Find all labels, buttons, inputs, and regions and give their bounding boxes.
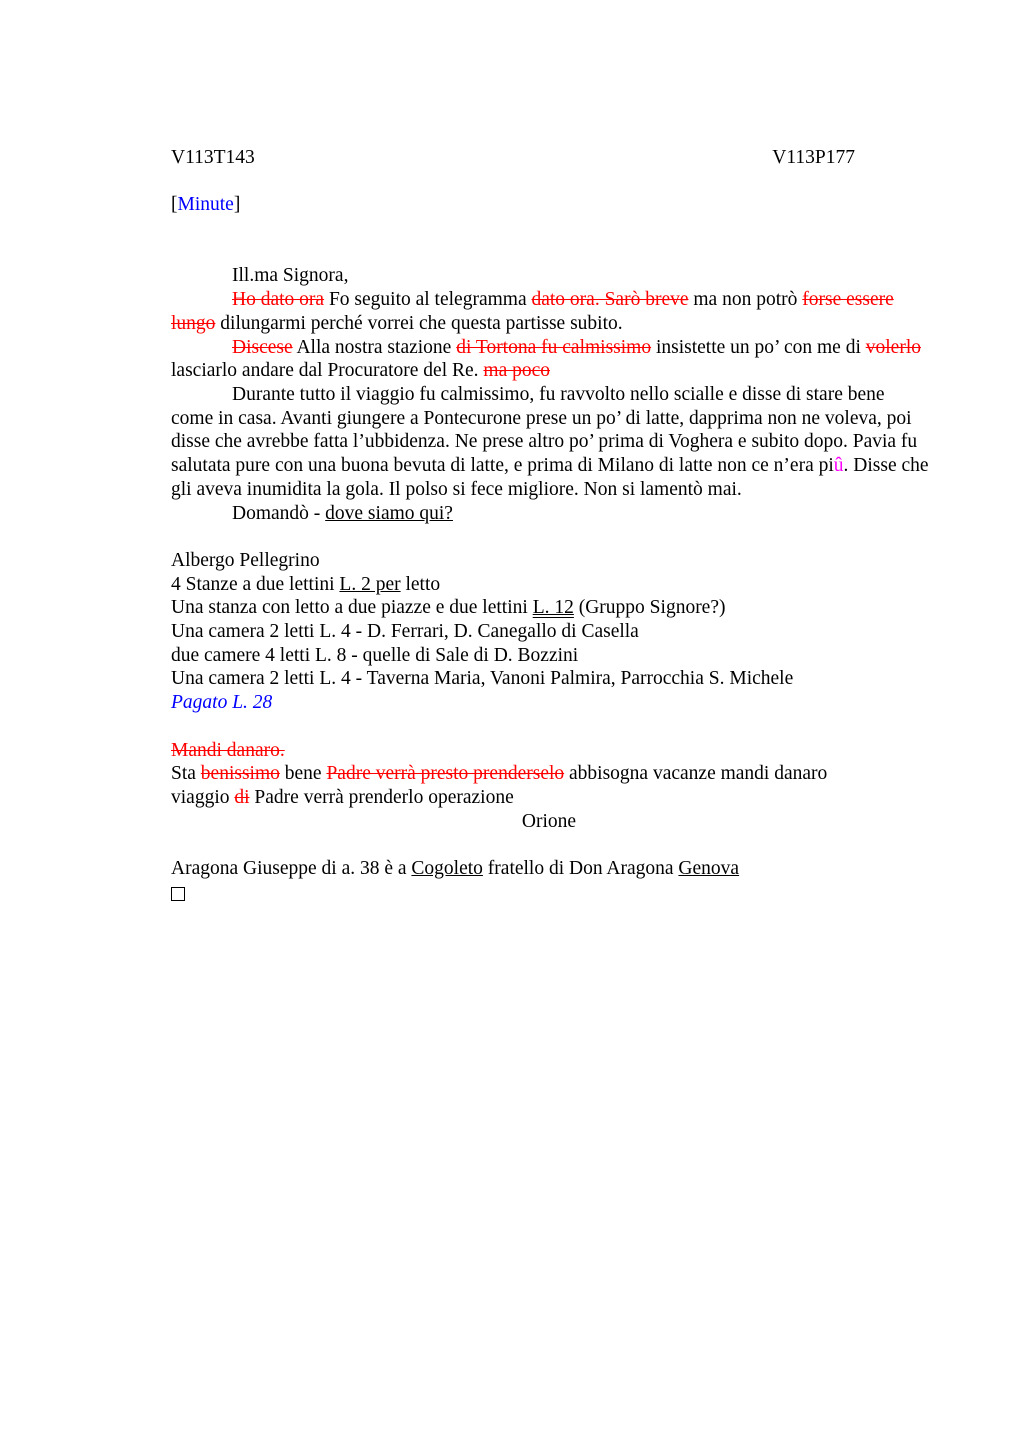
text: lasciarlo andare dal Procuratore del Re. — [171, 360, 484, 382]
deletion: di Tortona fu calmissimo — [456, 336, 652, 358]
text: bene — [279, 763, 327, 785]
text: Durante tutto il viaggio fu calmissimo, fu ravvolto nello scialle e disse di stare bene come in casa. Avanti giungere a Pontecurone prese un po’ di latte, dapprima non ne voleva, poi disse che avrebbe fatta l’ubbidenza. Ne prese altro po’ prima di Voghera e subito dopo. Pavia fu salutata pure con una buona bevuta di latte, e prima di Milano di latte non ce n’era pi — [171, 383, 918, 477]
text: viaggio — [171, 786, 235, 808]
deletion: dato ora. Sarò breve — [531, 289, 689, 311]
checkbox-row — [171, 881, 931, 908]
hotel-line-3: Una camera 2 letti L. 4 - D. Ferrari, D. Canegallo di Casella — [171, 621, 639, 642]
hotel-line-2 — [171, 596, 931, 620]
text: Aragona Giuseppe di a. 38 è a — [171, 858, 412, 879]
paragraph-2 — [171, 336, 931, 383]
text: abbisogna vacanze mandi danaro — [564, 763, 828, 785]
highlighted-char: û — [833, 455, 844, 477]
text: Sta — [171, 763, 201, 785]
spacer — [171, 715, 931, 739]
minute-bracket-open: [ — [171, 194, 178, 216]
text: insistette un po’ con me di — [651, 336, 866, 358]
right-code: V113P177 — [772, 147, 855, 168]
document-page — [171, 146, 931, 907]
spacer — [171, 241, 931, 265]
spacer — [171, 217, 931, 241]
text: Padre verrà prenderlo operazione — [249, 786, 514, 808]
text: letto — [400, 573, 441, 595]
paid-note: Pagato L. 28 — [171, 692, 273, 714]
telegram-line-2 — [171, 786, 931, 810]
text: (Gruppo Signore?) — [573, 597, 726, 619]
checkbox-icon[interactable] — [171, 887, 185, 901]
double-underlined-text: L. 12 — [532, 597, 574, 619]
telegram-deleted-line: Mandi danaro. — [171, 739, 285, 761]
underlined-text: dove siamo qui? — [325, 502, 453, 524]
deletion: benissimo — [200, 763, 280, 785]
telegram-line-1 — [171, 762, 931, 786]
text: fratello di Don Aragona — [482, 858, 679, 879]
underlined-text: Cogoleto — [411, 858, 483, 879]
hotel-line-1 — [171, 573, 931, 597]
deletion: Discese — [232, 336, 293, 358]
text: Alla nostra stazione — [292, 336, 457, 358]
text: Fo seguito al telegramma — [324, 289, 532, 311]
underlined-text: Genova — [678, 858, 740, 879]
header — [171, 146, 855, 170]
deletion: volerlo — [865, 336, 921, 358]
underlined-text: L. 2 per — [339, 573, 401, 595]
footer-note — [171, 857, 931, 881]
hotel-title: Albergo Pellegrino — [171, 549, 320, 571]
text: ma non potrò — [688, 289, 803, 311]
signature: Orione — [521, 810, 577, 832]
spacer — [171, 833, 931, 857]
spacer — [171, 525, 931, 549]
minute-bracket-close: ] — [233, 194, 241, 216]
hotel-line-5: Una camera 2 letti L. 4 - Taverna Maria, Vanoni Palmira, Parrocchia S. Michele — [171, 668, 794, 690]
paragraph-3 — [171, 383, 931, 502]
deletion: Ho dato ora — [232, 289, 325, 311]
minute-label — [171, 193, 931, 217]
minute-link[interactable]: Minute — [177, 194, 234, 216]
deletion: Padre verrà presto prenderselo — [326, 763, 565, 785]
paragraph-1 — [171, 288, 931, 335]
hotel-line-4: due camere 4 letti L. 8 - quelle di Sale di D. Bozzini — [171, 644, 579, 666]
text: Una stanza con letto a due piazze e due lettini — [171, 597, 533, 619]
text: 4 Stanze a due lettini — [171, 573, 340, 595]
text: dilungarmi perché vorrei che questa partisse subito. — [215, 312, 623, 334]
spacer — [171, 170, 931, 194]
text: . Disse che gli aveva inumidita la gola. Il polso si fece migliore. Non si lamentò mai. — [171, 455, 929, 500]
text: Domandò - — [232, 502, 326, 524]
left-code: V113T143 — [171, 147, 255, 168]
deletion: di — [234, 786, 250, 808]
deletion: forse essere lungo — [171, 289, 894, 334]
deletion: ma poco — [483, 360, 551, 382]
salutation: Ill.ma Signora, — [232, 265, 349, 287]
paragraph-4 — [171, 502, 931, 526]
